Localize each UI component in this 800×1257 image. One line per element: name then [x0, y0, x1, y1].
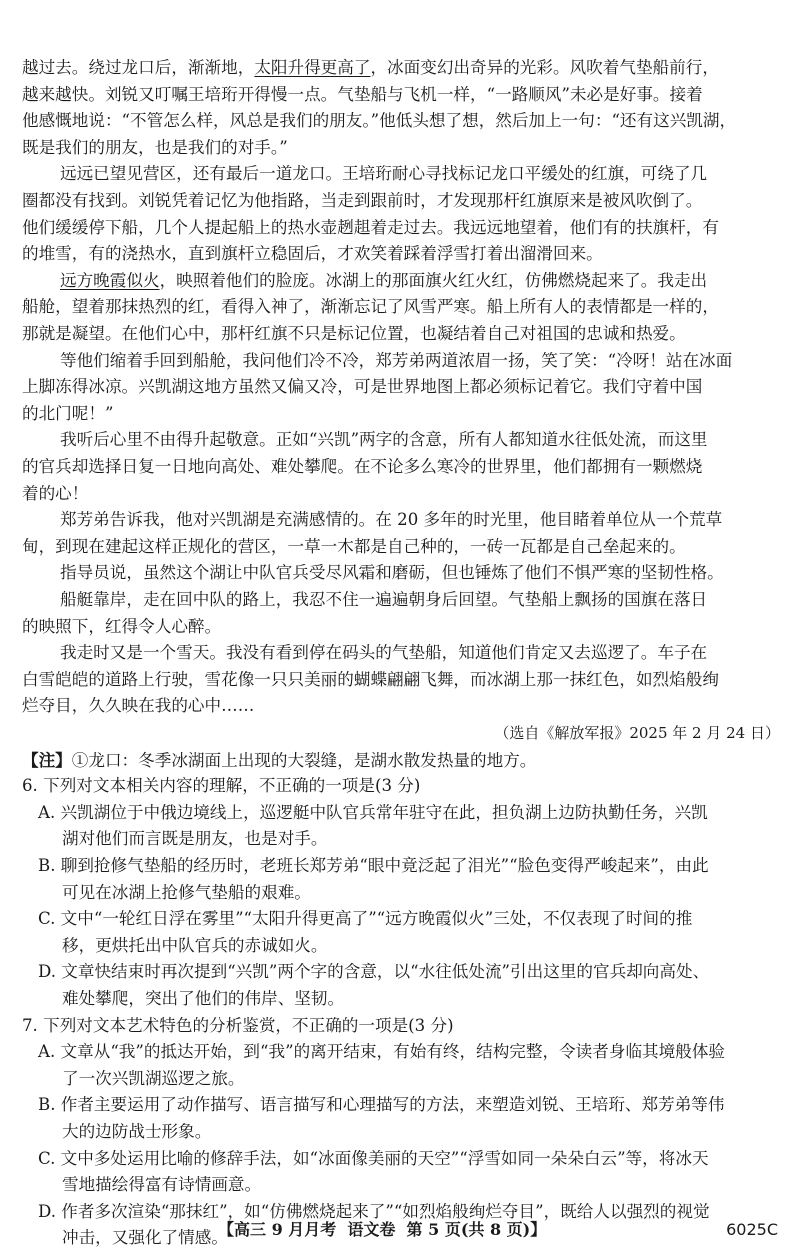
passage-line: 烂夺目，久久映在我的心中…… — [22, 696, 255, 716]
passage-line: 着的心！ — [22, 483, 89, 503]
passage-line: 他们缓缓停下船，几个人提起船上的热水壶趔趄着走过去。我远远地望着，他们有的扶旗杆，有 — [22, 217, 719, 237]
passage-line: 既是我们的朋友，也是我们的对手。” — [22, 137, 288, 157]
question-7-option-c-cont: 雪地描绘得富有诗情画意。 — [62, 1175, 262, 1195]
underlined-phrase: 远方晚霞似火 — [60, 270, 160, 290]
passage-line: 那就是凝望。在他们心中，那杆红旗不只是标记位置，也凝结着自己对祖国的忠诚和热爱。 — [22, 324, 686, 343]
passage-line: 甸，到现在建起这样正规化的营区，一草一木都是自己种的，一砖一瓦都是自己垒起来的。 — [22, 536, 686, 556]
question-7-option-a-cont: 了一次兴凯湖巡逻之旅。 — [62, 1068, 245, 1088]
passage-line: 的北门呢！” — [22, 403, 114, 423]
question-6-option-c: C. 文中“一轮红日浮在雾里”“太阳升得更高了”“远方晚霞似火”三处，不仅表现了时间的推 — [38, 909, 693, 929]
source-citation: （选自《解放军报》2025 年 2 月 24 日） — [494, 724, 780, 742]
question-6-stem: 6. 下列对文本相关内容的理解，不正确的一项是(3 分) — [22, 776, 421, 796]
passage-line: 上脚冻得冰凉。兴凯湖这地方虽然又偏又冷，可是世界地图上都必须标记着它。我们守着中国 — [22, 377, 703, 397]
passage-line: 等他们缩着手回到船舱，我问他们冷不冷，郑芳弟两道浓眉一扬，笑了笑：“冷呀！站在冰面 — [60, 350, 733, 370]
question-6-option-a-cont: 湖对他们而言既是朋友，也是对手。 — [62, 829, 328, 849]
question-6-option-c-cont: 移，更烘托出中队官兵的赤诚如火。 — [62, 935, 328, 955]
passage-line: 白雪皑皑的道路上行驶，雪花像一只只美丽的蝴蝶翩翩飞舞，而冰湖上那一抹红色，如烈焰般绚 — [22, 669, 719, 689]
passage-line: 远远已望见营区，还有最后一道龙口。王培珩耐心寻找标记龙口平缓处的红旗，可绕了几 — [60, 164, 708, 184]
question-6-option-b-cont: 可见在冰湖上抢修气垫船的艰难。 — [62, 882, 311, 902]
question-7-option-b: B. 作者主要运用了动作描写、语言描写和心理描写的方法，来塑造刘锐、王培珩、郑芳弟等伟 — [38, 1095, 725, 1115]
passage-line: 我听后心里不由得升起敬意。正如“兴凯”两字的含意，所有人都知道水往低处流，而这里 — [60, 430, 708, 450]
question-7-option-a: A. 文章从“我”的抵达开始，到“我”的离开结束，有始有终，结构完整，令读者身临其境般体验 — [38, 1042, 726, 1062]
passage-line: 越来越快。刘锐又叮嘱王培珩开得慢一点。气垫船与飞机一样，“一路顺风”未必是好事。接着 — [22, 84, 703, 104]
note-text: ①龙口：冬季冰湖面上出现的大裂缝，是湖水散发热量的地方。 — [71, 750, 537, 770]
question-7-option-d: D. 作者多次渲染“那抹红”，如“仿佛燃烧起来了”“如烈焰般绚烂夺目”，既给人以强烈的视觉 — [38, 1201, 710, 1221]
footer-code: 6025C — [726, 1220, 778, 1239]
passage-line: 船艇靠岸，走在回中队的路上，我忍不住一遍遍朝身后回望。气垫船上飘扬的国旗在落日 — [60, 590, 708, 609]
question-6-option-d: D. 文章快结束时再次提到“兴凯”两个字的含意，以“水往低处流”引出这里的官兵却向高处、 — [38, 962, 710, 982]
question-7-option-d-cont: 冲击，又强化了情感。 — [62, 1228, 228, 1248]
passage-line: 的堆雪，有的浇热水，直到旗杆立稳固后，才欢笑着踩着浮雪打着出溜滑回来。 — [22, 244, 603, 264]
footer-page-info: 【高三 9 月月考 语文卷 第 5 页(共 8 页)】 — [218, 1220, 547, 1239]
passage-line: 郑芳弟告诉我，他对兴凯湖是充满感情的。在 20 多年的时光里，他目睹着单位从一个荒草 — [60, 510, 723, 530]
question-6-option-a: A. 兴凯湖位于中俄边境线上，巡逻艇中队官兵常年驻守在此，担负湖上边防执勤任务，兴凯 — [38, 802, 708, 822]
passage-line: 船舱，望着那抹热烈的红，看得入神了，渐渐忘记了风雪严寒。船上所有人的表情都是一样的， — [22, 297, 719, 317]
passage-line: 越过去。绕过龙口后，渐渐地，太阳升得更高了，冰面变幻出奇异的光彩。风吹着气垫船前行， — [22, 58, 719, 77]
question-7-option-c: C. 文中多处运用比喻的修辞手法，如“冰面像美丽的天空”“浮雪如同一朵朵白云”等，将冰天 — [38, 1148, 709, 1168]
passage-line: 圈都没有找到。刘锐凭着记忆为他指路，当走到跟前时，才发现那杆红旗原来是被风吹倒了。 — [22, 191, 703, 210]
passage-line: 的官兵却选择日复一日地向高处、难处攀爬。在不论多么寒冷的世界里，他们都拥有一颗燃烧 — [22, 457, 703, 476]
passage-line: 我走时又是一个雪天。我没有看到停在码头的气垫船，知道他们肯定又去巡逻了。车子在 — [60, 643, 708, 663]
passage-line: 指导员说，虽然这个湖让中队官兵受尽风霜和磨砺，但也锤炼了他们不惧严寒的坚韧性格。 — [60, 563, 724, 583]
passage-line: 的映照下，红得令人心醉。 — [22, 616, 222, 636]
question-6-option-d-cont: 难处攀爬，突出了他们的伟岸、坚韧。 — [62, 989, 345, 1008]
underlined-phrase: 太阳升得更高了 — [254, 58, 371, 77]
question-7-stem: 7. 下列对文本艺术特色的分析鉴赏，不正确的一项是(3 分) — [22, 1015, 454, 1035]
footnote — [22, 747, 536, 774]
question-7-option-b-cont: 大的边防战士形象。 — [62, 1122, 212, 1141]
question-6-option-b: B. 聊到抢修气垫船的经历时，老班长郑芳弟“眼中竟泛起了泪光”“脸色变得严峻起来”，由此 — [38, 856, 709, 875]
note-label: 【注】 — [22, 749, 72, 770]
passage-line: 他感慨地说：“不管怎么样，风总是我们的朋友。”他低头想了想，然后加上一句：“还有这兴凯湖， — [22, 111, 737, 131]
passage-line: 远方晚霞似火，映照着他们的脸庞。冰湖上的那面旗火红火红，仿佛燃烧起来了。我走出 — [60, 270, 708, 290]
